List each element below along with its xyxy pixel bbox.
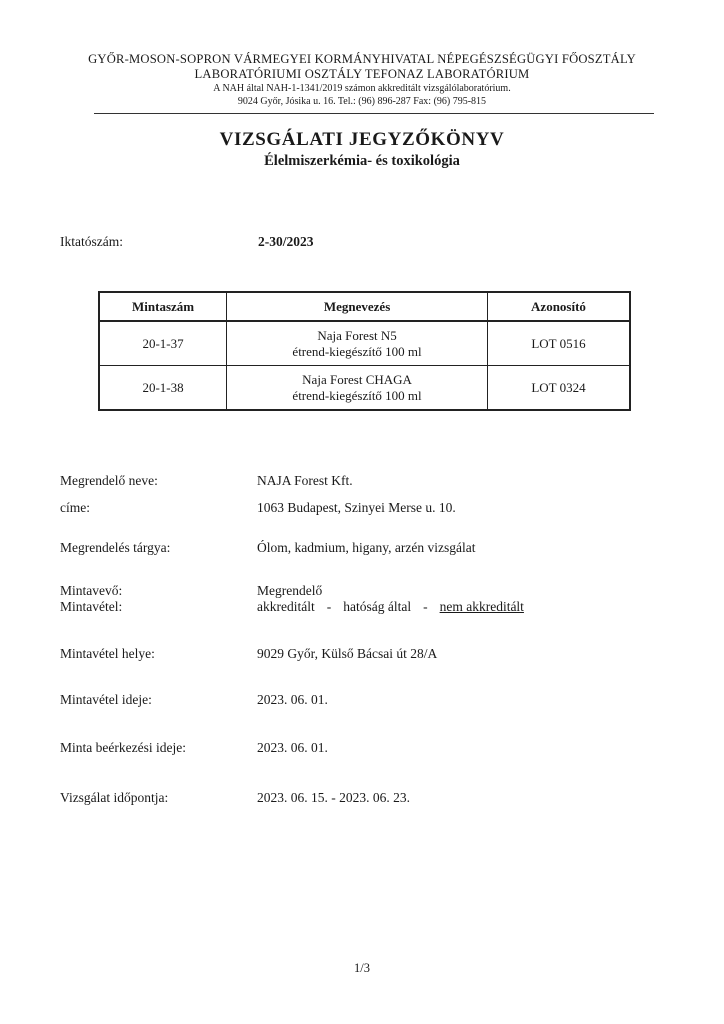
sampler-value: Megrendelő <box>257 583 323 598</box>
sampling-date-value: 2023. 06. 01. <box>257 692 328 707</box>
receipt-date-value: 2023. 06. 01. <box>257 740 328 755</box>
header-contact: 9024 Győr, Jósika u. 16. Tel.: (96) 896-287 Fax: (96) 795-815 <box>237 96 487 107</box>
sample-name: Naja Forest CHAGA <box>302 371 412 387</box>
sampling-place-label: Mintavétel helye: <box>60 646 155 661</box>
column-header-name: Megnevezés <box>227 292 488 321</box>
client-name-label: Megrendelő neve: <box>60 473 158 488</box>
column-header-sample-number: Mintaszám <box>99 292 227 321</box>
document-subtitle: Élelmiszerkémia- és toxikológia <box>264 153 460 169</box>
sampling-option-authority: hatóság által <box>343 599 412 614</box>
sampler-label: Mintavevő: <box>60 583 123 598</box>
header-authority: GYŐR-MOSON-SOPRON VÁRMEGYEI KORMÁNYHIVATAL NÉPEGÉSZSÉGÜGYI FŐOSZTÁLY <box>88 52 636 66</box>
test-period-label: Vizsgálat időpontja: <box>60 790 169 805</box>
sample-number-cell: 20-1-37 <box>99 321 227 366</box>
order-subject-label: Megrendelés tárgya: <box>60 540 171 555</box>
table-header-row <box>99 292 630 321</box>
sampling-separator: - <box>326 599 332 614</box>
table-row <box>99 321 630 366</box>
sampling-options <box>257 599 524 614</box>
table-row <box>99 366 630 411</box>
sample-description: étrend-kiegészítő 100 ml <box>292 387 422 403</box>
sample-name-cell <box>227 366 488 411</box>
page-number: 1/3 <box>354 961 370 975</box>
client-name-value: NAJA Forest Kft. <box>257 473 353 488</box>
sample-number-cell: 20-1-38 <box>99 366 227 411</box>
document-title: VIZSGÁLATI JEGYZŐKÖNYV <box>219 129 505 150</box>
sample-name-cell <box>227 321 488 366</box>
sample-identifier-cell: LOT 0324 <box>487 366 630 411</box>
sampling-label: Mintavétel: <box>60 599 123 614</box>
samples-table <box>98 291 631 411</box>
receipt-date-label: Minta beérkezési ideje: <box>60 740 186 755</box>
header-divider <box>94 113 654 114</box>
sampling-option-accredited: akkreditált <box>257 599 315 614</box>
registration-label: Iktatószám: <box>60 234 123 249</box>
sampling-option-not-accredited: nem akkreditált <box>439 599 524 614</box>
client-address-label: címe: <box>60 500 90 515</box>
sampling-separator: - <box>423 599 428 614</box>
header-laboratory: LABORATÓRIUMI OSZTÁLY TEFONAZ LABORATÓRIUM <box>194 67 530 81</box>
sample-description: étrend-kiegészítő 100 ml <box>292 343 422 359</box>
order-subject-value: Ólom, kadmium, higany, arzén vizsgálat <box>257 540 476 555</box>
lab-header <box>30 52 694 108</box>
client-address-value: 1063 Budapest, Szinyei Merse u. 10. <box>257 500 456 515</box>
sample-name: Naja Forest N5 <box>317 327 397 343</box>
header-accreditation: A NAH által NAH-1-1341/2019 számon akkreditált vizsgálólaboratórium. <box>213 83 511 94</box>
registration-number: 2-30/2023 <box>258 234 314 249</box>
column-header-identifier: Azonosító <box>487 292 630 321</box>
sampling-place-value: 9029 Győr, Külső Bácsai út 28/A <box>257 646 438 661</box>
sampling-date-label: Mintavétel ideje: <box>60 692 152 707</box>
test-period-value: 2023. 06. 15. - 2023. 06. 23. <box>257 790 410 805</box>
sample-identifier-cell: LOT 0516 <box>487 321 630 366</box>
